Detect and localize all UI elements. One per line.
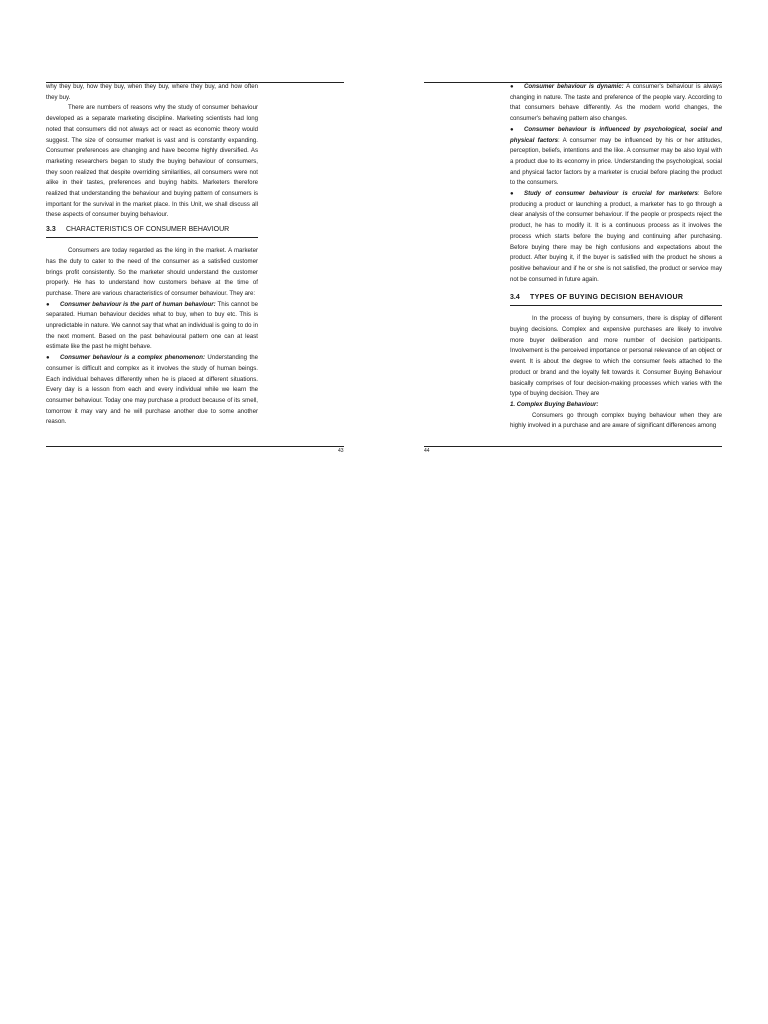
section-heading-3-3	[46, 225, 258, 238]
section-title: TYPES OF BUYING DECISION BEHAVIOUR	[530, 294, 684, 302]
bullet-title: Consumer behaviour is influenced by psychological, social and physical factors	[510, 125, 722, 144]
left-page-bottom-rule	[46, 446, 344, 447]
bullet-icon: ●	[510, 84, 514, 90]
left-page	[46, 82, 258, 428]
bullet-text: This cannot be separated. Human behaviour decides what to buy, when to buy etc. This is unpredictable in nature. We cannot say that what an individual is going to do in the next moment. Based on the past behavioural pattern one can at least estimate like the past he might behave.	[46, 300, 258, 351]
right-page-bottom-rule	[424, 446, 722, 447]
paragraph-buying-decisions: In the process of buying by consumers, there is display of different buying decisions. Complex and expensive purchases are likely to involve more buyer deliberation and more number of decision participants. Involvement is the perceived importance or personal relevance of an object or event. It is about the degree to which the consumer feels attached to the product or brand and the loyalty felt towards it. Consumer Buying Behaviour basically comprises of four decision-making processes which varies with the type of buying decision. They are	[510, 315, 722, 398]
paragraph-intro-continued: why they buy, how they buy, when they buy, where they buy, and how often they buy.	[46, 83, 258, 101]
bullet-title: Consumer behaviour is a complex phenomenon:	[60, 354, 205, 362]
right-page	[510, 82, 722, 432]
paragraph-consumers-king: Consumers are today regarded as the king in the market. A marketer has the duty to cater to the need of the consumer as a satisfied customer brings profit consistently. So the marketer should understand the customer properly. He has to understand how customers behave at the time of purchase. There are various characteristics of consumer behaviour. They are:	[46, 247, 258, 297]
bullet-item	[46, 353, 258, 428]
section-number: 3.4	[510, 294, 520, 302]
bullet-title: Consumer behaviour is dynamic:	[524, 83, 624, 90]
left-page-number: 43	[338, 448, 344, 454]
section-heading-3-4	[510, 293, 722, 306]
bullet-text: A consumer's behaviour is always changing in nature. The taste and preference of the people vary. According to that consumers behave differently. As the modern world changes, the consumer's behaving pattern also changes.	[510, 83, 722, 123]
bullet-text: : Before producing a product or launching a product, a marketer has to go through a clear analysis of the consumer behaviour. If the people or prospects reject the product, he has to modify it. It is a continuous process as it involves the process which starts before the buying and continuing after purchasing. Before buying there may be high confusions and expectations about the product. After buying it, if the buyer is satisfied with the product he shows a positive behaviour and if he or she is not satisfied, the product or service may not be consumed in future again.	[510, 190, 722, 283]
bullet-icon: ●	[510, 126, 514, 133]
section-title: CHARACTERISTICS OF CONSUMER BEHAVIOUR	[66, 226, 230, 234]
right-page-number: 44	[424, 448, 430, 454]
section-number: 3.3	[46, 226, 56, 234]
bullet-item	[510, 82, 722, 125]
paragraph-reasons: There are numbers of reasons why the study of consumer behaviour developed as a separate marketing discipline. Marketing scientists had long noted that consumers did not always act or react as economic theory would suggest. The size of consumer market is vast and is constantly expanding. Consumer preferences are changing and have become highly diversified. As marketing researchers began to study the buying behaviour of consumers, they soon realized that despite overriding similarities, all consumers were not alike in their tastes, preferences and buying habits. Marketers therefore realized that understanding the behaviour and buying pattern of consumers is important for the survival in the market place. In this Unit, we shall discuss all these aspects of consumer buying behaviour.	[46, 104, 258, 219]
paragraph-complex-buying: Consumers go through complex buying behaviour when they are highly involved in a purchase and are aware of significant differences among	[510, 411, 722, 430]
bullet-title: Consumer behaviour is the part of human behaviour:	[60, 300, 216, 308]
bullet-icon: ●	[46, 355, 50, 362]
bullet-item	[510, 125, 722, 189]
bullet-text: Understanding the consumer is difficult and complex as it involves the study of human beings. Each individual behaves differently when he is placed at different situations. Every day is a lesson from each and every individual while we learn the consumer behaviour. Today one may purchase a product because of its smell, tomorrow it may vary and he will purchase another due to some another reason.	[46, 354, 258, 426]
subheading-complex-buying: 1. Complex Buying Behaviour:	[510, 400, 599, 408]
bullet-text: : A consumer may be influenced by his or her attitudes, perception, beliefs, intentions and the like. A consumer may be also loyal with a product due to its economy in price. Understanding the psychological, social and physical factor factors by a marketer is crucial before placing the product to the consumers.	[510, 136, 722, 187]
bullet-title: Study of consumer behaviour is crucial for marketers	[524, 190, 698, 198]
bullet-icon: ●	[510, 191, 514, 198]
bullet-item	[510, 189, 722, 285]
bullet-item	[46, 300, 258, 354]
bullet-icon: ●	[46, 301, 50, 308]
